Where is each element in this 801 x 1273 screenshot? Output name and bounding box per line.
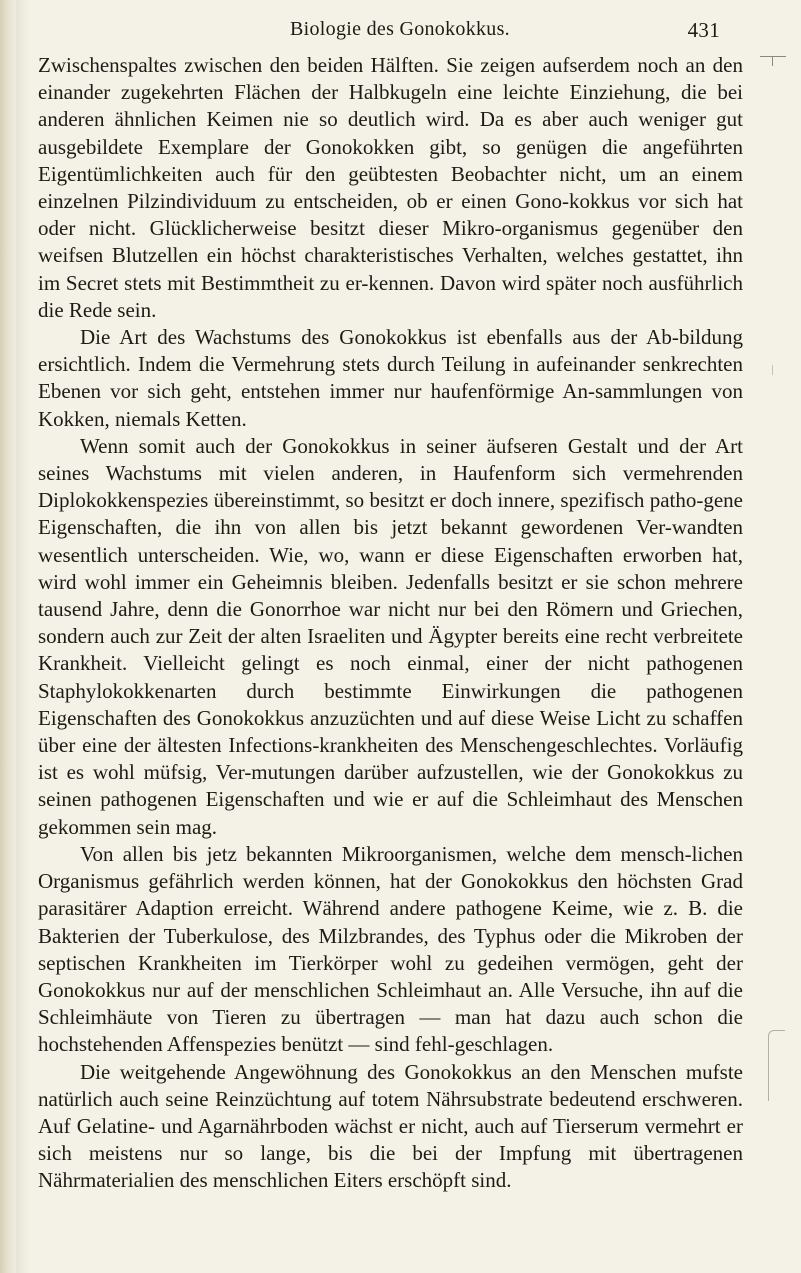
page-number: 431 [687, 18, 720, 42]
paragraph-3: Wenn somit auch der Gonokokkus in seiner äufseren Gestalt und der Art seines Wachstums mit vielen anderen, in Haufenform sich vermehrenden Diplokokkenspezies übereinstimmt, so besitzt er doch innere, spezifisch patho-gene Eigenschaften, die ihn von allen bis jetzt bekannt gewordenen Ver-wandten wesentlich unterscheiden. Wie, wo, wann er diese Eigenschaften erworben hat, wird wohl immer ein Geheimnis bleiben. Jedenfalls besitzt er sie schon mehrere tausend Jahre, denn die Gonorrhoe war nicht nur bei den Römern und Griechen, sondern auch zur Zeit der alten Israeliten und Ägypter bereits eine recht verbreitete Krankheit. Vielleicht gelingt es noch einmal, einer der nicht pathogenen Staphylokokkenarten durch bestimmte Einwirkungen die pathogenen Eigenschaften des Gonokokkus anzuzüchten und auf diese Weise Licht zu schaffen über eine der ältesten Infections-krankheiten des Menschengeschlechtes. Vorläufig ist es wohl müfsig, Ver-mutungen darüber aufzustellen, wie der Gonokokkus zu seinen pathogenen Eigenschaften und wie er auf die Schleimhaut des Menschen gekommen sein mag. [38, 433, 743, 839]
margin-bracket-mark [768, 1030, 785, 1101]
margin-tick-mark [772, 365, 779, 375]
corner-pencil-mark [760, 56, 786, 71]
paragraph-1: Zwischenspaltes zwischen den beiden Hälften. Sie zeigen aufserdem noch an den einander zugekehrten Flächen der Halbkugeln eine leichte Einziehung, die bei anderen ähnlichen Keimen nie so deutlich wird. Da es aber auch weniger gut ausgebildete Exemplare der Gonokokken gibt, so genügen die angeführten Eigentümlichkeiten auch für den geübtesten Beobachter nicht, um an einem einzelnen Pilzindividuum zu entscheiden, ob er einen Gono-kokkus vor sich hat oder nicht. Glücklicherweise besitzt dieser Mikro-organismus gegenüber den weifsen Blutzellen ein höchst charakteristisches Verhalten, welches gestattet, ihn im Secret stets mit Bestimmtheit zu er-kennen. Davon wird später noch ausführlich die Rede sein. [38, 53, 743, 322]
running-title: Biologie des Gonokokkus. [290, 18, 510, 40]
paragraph-2: Die Art des Wachstums des Gonokokkus ist ebenfalls aus der Ab-bildung ersichtlich. Indem die Vermehrung stets durch Teilung in aufeinander senkrechten Ebenen vor sich geht, entstehen immer nur haufenförmige An-sammlungen von Kokken, niemals Ketten. [38, 325, 743, 431]
gutter-shadow [16, 0, 30, 1273]
page-binding-edge [0, 0, 16, 1273]
body-text [38, 52, 743, 1195]
paragraph-4: Von allen bis jetz bekannten Mikroorganismen, welche dem mensch-lichen Organismus gefährlich werden können, hat der Gonokokkus den höchsten Grad parasitärer Adaption erreicht. Während andere pathogene Keime, wie z. B. die Bakterien der Tuberkulose, des Milzbrandes, des Typhus oder die Mikroben der septischen Krankheiten im Tierkörper wohl zu gedeihen vermögen, geht der Gonokokkus nur auf der menschlichen Schleimhaut an. Alle Versuche, ihn auf die Schleimhäute von Tieren zu übertragen — man hat dazu auch schon die hochstehenden Affenspezies benützt — sind fehl-geschlagen. [38, 841, 743, 1057]
running-header [290, 18, 720, 48]
paragraph-5: Die weitgehende Angewöhnung des Gonokokkus an den Menschen mufste natürlich auch seine Reinzüchtung auf totem Nährsubstrate bedeutend erschweren. Auf Gelatine- und Agarnährboden wächst er nicht, auch auf Tierserum vermehrt er sich meistens nur so lange, bis die bei der Impfung mit übertragenen Nährmaterialien des menschlichen Eiters erschöpft sind. [38, 1059, 743, 1193]
